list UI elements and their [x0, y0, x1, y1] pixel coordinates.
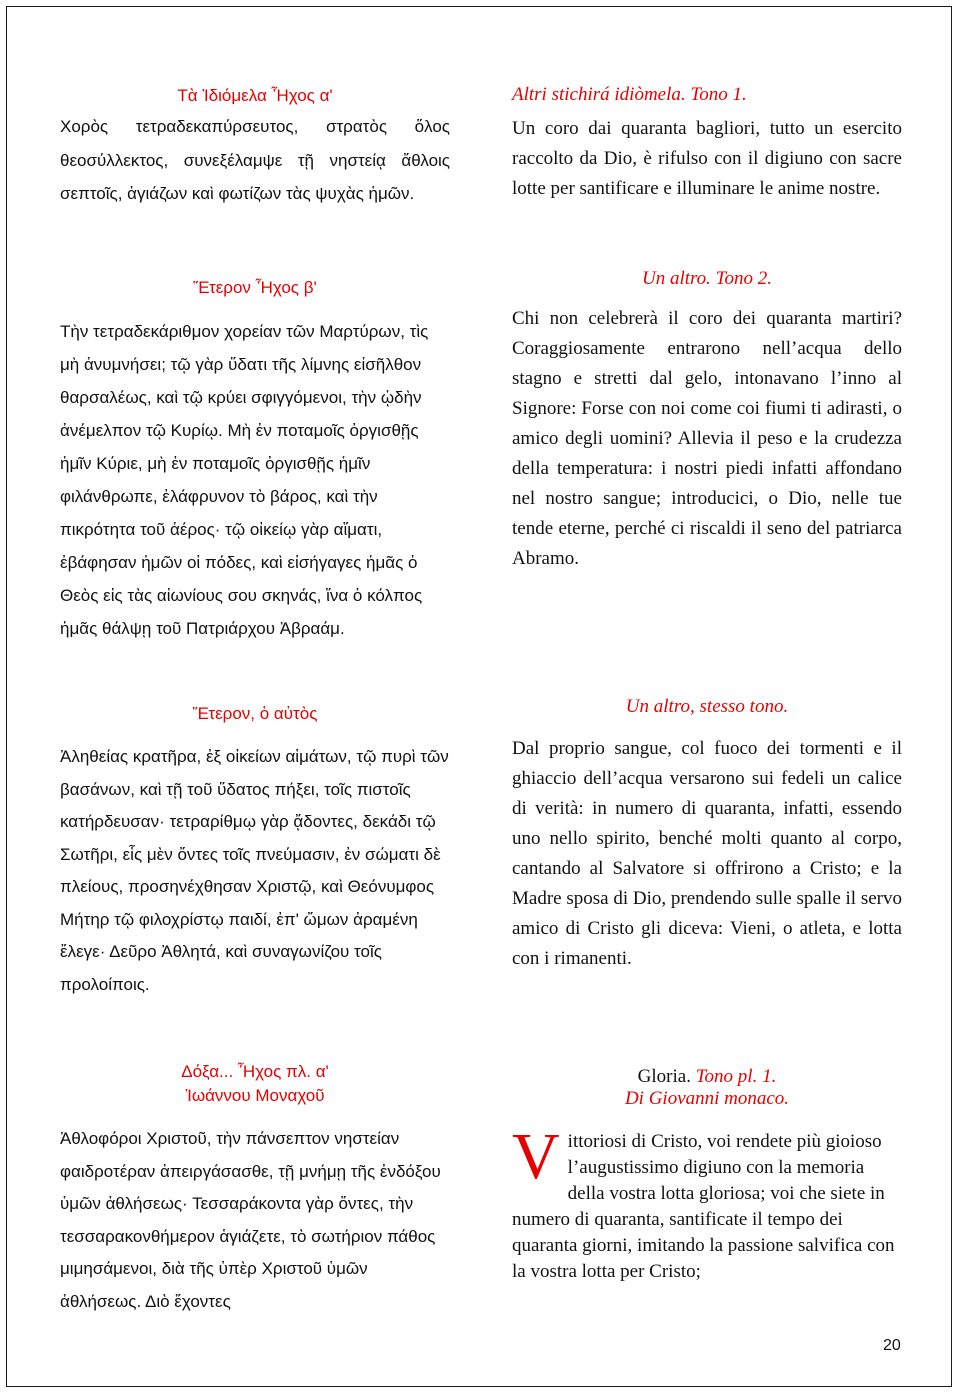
greek-section-4-text: Ἀθλοφόροι Χριστοῦ, τὴν πάνσεπτον νηστείαν φαιδροτέραν ἀπειργάσασθε, τῇ μνήμῃ τῆς ἐνδόξου ὑμῶν ἀθλήσεως· Τεσσαράκοντα γὰρ ὄντες, τὴν τεσσαρακονθήμερον ἁγιάζετε, τὸ σωτήριον πάθος μιμησάμενοι, διὰ τῆς ὑπὲρ Χριστοῦ ὑμῶν ἀθλήσεως. Διὸ ἔχοντες — [60, 1129, 441, 1311]
greek-section-2-title: Ἕτερον Ἦχος β' — [193, 278, 317, 297]
greek-section-2 — [60, 278, 450, 662]
italian-section-4 — [512, 1066, 902, 1304]
greek-section-4 — [60, 1062, 450, 1335]
greek-section-3-title: Ἕτερον, ὁ αὐτὸς — [192, 704, 318, 723]
tono-label: Tono pl. 1. — [695, 1066, 777, 1087]
gloria-label: Gloria. — [637, 1066, 691, 1087]
italian-section-3-title: Un altro, stesso tono. — [625, 696, 789, 717]
drop-cap: V — [512, 1120, 560, 1193]
italian-section-4-text: ittoriosi di Cristo, voi rendete più gioioso l’augustissimo digiuno con la memoria della vostra lotta gloriosa; voi che siete in numero di quaranta, santificate il tempo dei quaranta giorni, imitando la passione salvifica con la vostra lotta per Cristo; — [512, 1131, 895, 1282]
page-number: 20 — [883, 1337, 901, 1354]
italian-section-2-text: Chi non celebrerà il coro dei quaranta martiri? Coraggiosamente entrarono nell’acqua dello stagno e stretti dal gelo, intonavano l’inno al Signore: Forse con noi come coi fiumi ti adirasti, o amico degli uomini? Allevia il peso e la crudezza della temperatura: i nostri piedi infatti affondano nel nostro sangue; introducici, o Dio, nelle tue tende eterne, perché ci riscaldi il seno del patriarca Abramo. — [512, 308, 902, 569]
greek-section-1 — [60, 86, 450, 211]
greek-section-2-text: Τὴν τετραδεκάριθμον χορείαν τῶν Μαρτύρων, τὶς μὴ ἀνυμνήσει; τῷ γὰρ ὕδατι τῆς λίμνης εἰσῆλθον θαρσαλέως, καὶ τῷ κρύει σφιγγόμενοι, τὴν ᾠδὴν ἀνέμελπον τῷ Κυρίῳ. Μὴ ἐν ποταμοῖς ὀργισθῇς ἡμῖν Κύριε, μὴ ἐν ποταμοῖς ὀργισθῇς ἡμῖν φιλάνθρωπε, ἐλάφρυνον τὸ βάρος, καὶ τὴν πικρότητα τοῦ ἀέρος· τῷ οἰκείῳ γὰρ αἵματι, ἐβάφησαν ἡμῶν οἱ πόδες, καὶ εἰσήγαγες ἡμᾶς ὁ Θεὸς εἰς τὰς αἰωνίους σου σκηνάς, ἵνα ὁ κόλπος ἡμᾶς θάλψῃ τοῦ Πατριάρχου Ἀβραάμ. — [60, 322, 429, 638]
italian-section-2 — [512, 268, 902, 574]
italian-section-1 — [512, 84, 902, 204]
greek-section-4-author: Ἰωάννου Μοναχοῦ — [185, 1086, 325, 1105]
greek-section-1-text: Χορὸς τετραδεκαπύρσευτος, στρατὸς ὅλος θεοσύλλεκτος, συνεξέλαμψε τῇ νηστείᾳ ἄθλοις σεπτοῖς, ἁγιάζων καὶ φωτίζων τὰς ψυχὰς ἡμῶν. — [60, 117, 450, 203]
greek-section-3 — [60, 704, 450, 1018]
greek-section-3-text: Ἀληθείας κρατῆρα, ἐξ οἰκείων αἱμάτων, τῷ πυρὶ τῶν βασάνων, καὶ τῇ τοῦ ὕδατος πήξει, τοῖς πιστοῖς κατήρδευσαν· τετραρίθμῳ γὰρ ᾄδοντες, δεκάδι τῷ Σωτῆρι, εἷς μὲν ὄντες τοῖς πνεύμασιν, ἐν σώματι δὲ πλείους, προσηνέχθησαν Χριστῷ, καὶ Θεόνυμφος Μήτηρ τῷ φιλοχρίστῳ παιδί, ἐπ' ὤμων ἀραμένη ἔλεγε· Δεῦρο Ἀθλητά, καὶ συναγωνίζου τοῖς προλοίποις. — [60, 747, 449, 994]
italian-section-2-title: Un altro. Tono 2. — [641, 268, 773, 289]
italian-section-3-text: Dal proprio sangue, col fuoco dei tormenti e il ghiaccio dell’acqua versarono sui fedeli un calice di verità: in numero di quaranta, infatti, essendo uno nello spirito, benché molti quanto al corpo, cantando al Salvatore si offrirono a Cristo; e la Madre sposa di Dio, prendendo sulle spalle il servo amico di Cristo gli diceva: Vieni, o atleta, e lotta con i rimanenti. — [512, 738, 902, 969]
italian-section-1-title: Altri stichirá idiòmela. Tono 1. — [512, 84, 747, 105]
greek-section-1-title: Τὰ Ἰδιόμελα Ἦχος α' — [177, 86, 333, 105]
italian-section-3 — [512, 696, 902, 974]
greek-section-4-title: Δόξα... Ἦχος πλ. α' — [181, 1062, 329, 1081]
italian-section-4-author: Di Giovanni monaco. — [624, 1088, 790, 1109]
italian-section-1-text: Un coro dai quaranta bagliori, tutto un esercito raccolto da Dio, è rifulso con il digiuno con sacre lotte per santificare e illuminare le anime nostre. — [512, 118, 902, 199]
italian-section-4-title — [512, 1066, 902, 1088]
